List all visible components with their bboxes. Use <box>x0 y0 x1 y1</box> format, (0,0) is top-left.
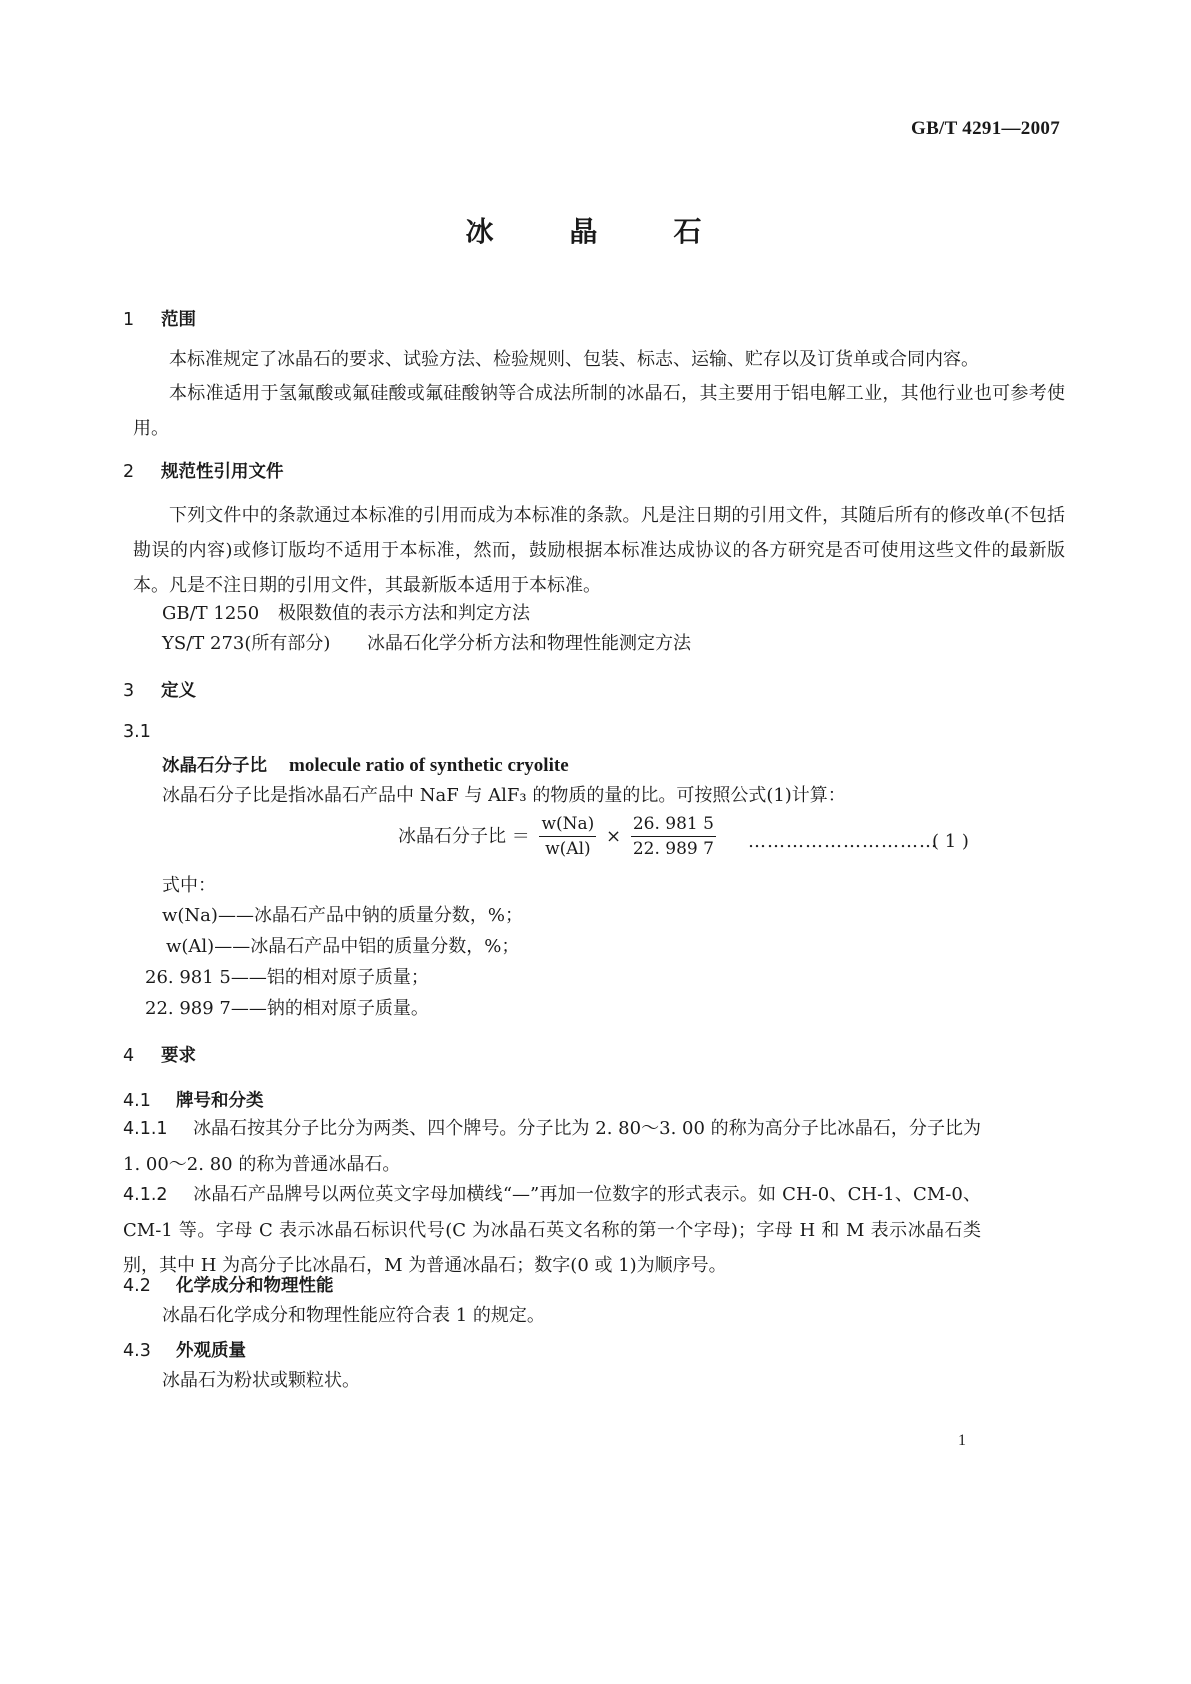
page-number: 1 <box>958 1432 966 1449</box>
section-title: 牌号和分类 <box>176 1091 264 1111</box>
variable-symbol: w(Na) <box>162 905 218 926</box>
formula-number: ( 1 ) <box>932 831 969 852</box>
clause-number: 4.1.2 <box>123 1185 168 1205</box>
formula-lhs: 冰晶石分子比 ＝ <box>398 826 530 847</box>
clause-text: 冰晶石按其分子比分为两类、四个牌号。分子比为 2. 80～3. 00 的称为高分子比冰晶石，分子比为 1. 00～2. 80 的称为普通冰晶石。 <box>123 1118 981 1175</box>
section-number: 4.3 <box>123 1341 151 1361</box>
term-chinese: 冰晶石分子比 <box>162 756 267 776</box>
where-label: 式中： <box>162 875 216 896</box>
standard-code: GB/T 4291—2007 <box>910 118 1060 139</box>
clause-number: 4.1.1 <box>123 1119 168 1139</box>
section-3-heading <box>123 677 196 702</box>
fraction-na-al <box>539 812 596 861</box>
section-2-paragraph-1: 下列文件中的条款通过本标准的引用而成为本标准的条款。凡是注日期的引用文件，其随后所有的修改单(不包括勘误的内容)或修订版均不适用于本标准，然而，鼓励根据本标准达成协议的各方研究是否可使用这些文件的最新版本。凡是不注日期的引用文件，其最新版本适用于本标准。 <box>133 505 1065 596</box>
clause-text: 冰晶石产品牌号以两位英文字母加横线“—”再加一位数字的形式表示。如 CH-0、CH-1、CM-0、CM-1 等。字母 C 表示冰晶石标识代号(C 为冰晶石英文名称的第一个字母)；字母 H 和 M 表示冰晶石类别，其中 H 为高分子比冰晶石，M 为普通冰晶石；数字(0 或 1)为顺序号。 <box>123 1184 981 1276</box>
formula-leader-dots: ………………………… <box>748 831 938 852</box>
times-sign: × <box>606 826 622 847</box>
section-1-paragraph-2: 本标准适用于氢氟酸或氟硅酸或氟硅酸钠等合成法所制的冰晶石，其主要用于铝电解工业，其他行业也可参考使用。 <box>133 383 1065 439</box>
variable-symbol: 26. 981 5 <box>145 967 231 988</box>
numerator: 26. 981 5 <box>631 812 716 837</box>
variable-definition <box>162 898 523 933</box>
formula-1 <box>398 812 720 861</box>
reference-code: YS/T 273(所有部分) <box>162 633 331 654</box>
clause-4-1-1 <box>123 1111 981 1182</box>
numerator: w(Na) <box>539 812 596 837</box>
section-number: 4 <box>123 1046 135 1066</box>
subsection-4-3-heading <box>123 1337 246 1362</box>
section-number: 4.2 <box>123 1276 151 1296</box>
subsection-4-1-heading <box>123 1087 264 1112</box>
section-2-heading <box>123 458 284 483</box>
variable-symbol: 22. 989 7 <box>145 998 231 1019</box>
variable-definition <box>166 929 519 964</box>
denominator: 22. 989 7 <box>632 839 714 859</box>
variable-description: ——铝的相对原子质量； <box>230 967 429 988</box>
term-english: molecule ratio of synthetic cryolite <box>289 755 569 776</box>
reference-title: 极限数值的表示方法和判定方法 <box>278 603 530 624</box>
section-title: 范围 <box>161 310 196 330</box>
reference-item <box>162 626 691 661</box>
section-number: 4.1 <box>123 1091 151 1111</box>
subsection-4-2-heading <box>123 1272 334 1297</box>
section-1-heading <box>123 306 196 331</box>
reference-code: GB/T 1250 <box>162 603 260 624</box>
section-number: 3 <box>123 681 135 701</box>
section-title: 外观质量 <box>176 1341 246 1361</box>
term-definition: 冰晶石分子比是指冰晶石产品中 NaF 与 AlF₃ 的物质的量的比。可按照公式(1)计算： <box>162 785 846 806</box>
clause-4-2-text: 冰晶石化学成分和物理性能应符合表 1 的规定。 <box>162 1305 545 1326</box>
subsection-number: 3.1 <box>123 722 151 742</box>
section-number: 2 <box>123 462 135 482</box>
variable-definition <box>145 991 429 1026</box>
section-number: 1 <box>123 310 135 330</box>
section-title: 化学成分和物理性能 <box>176 1276 334 1296</box>
section-title: 定义 <box>161 681 196 701</box>
variable-symbol: w(Al) <box>166 936 215 957</box>
section-1-paragraph-1: 本标准规定了冰晶石的要求、试验方法、检验规则、包装、标志、运输、贮存以及订货单或合同内容。 <box>169 349 979 370</box>
section-title: 要求 <box>161 1046 196 1066</box>
term-entry <box>162 752 569 777</box>
variable-description: ——冰晶石产品中钠的质量分数，%； <box>217 905 524 926</box>
section-4-heading <box>123 1042 196 1067</box>
variable-definition <box>145 960 429 995</box>
variable-description: ——钠的相对原子质量。 <box>230 998 429 1019</box>
clause-4-1-2 <box>123 1177 981 1283</box>
section-title: 规范性引用文件 <box>161 462 284 482</box>
document-title: 冰 晶 石 <box>465 215 726 248</box>
reference-title: 冰晶石化学分析方法和物理性能测定方法 <box>367 633 691 654</box>
clause-4-3-text: 冰晶石为粉状或颗粒状。 <box>162 1370 360 1391</box>
variable-description: ——冰晶石产品中铝的质量分数，%； <box>214 936 520 957</box>
fraction-atomic-mass <box>631 812 716 861</box>
denominator: w(Al) <box>545 839 591 859</box>
